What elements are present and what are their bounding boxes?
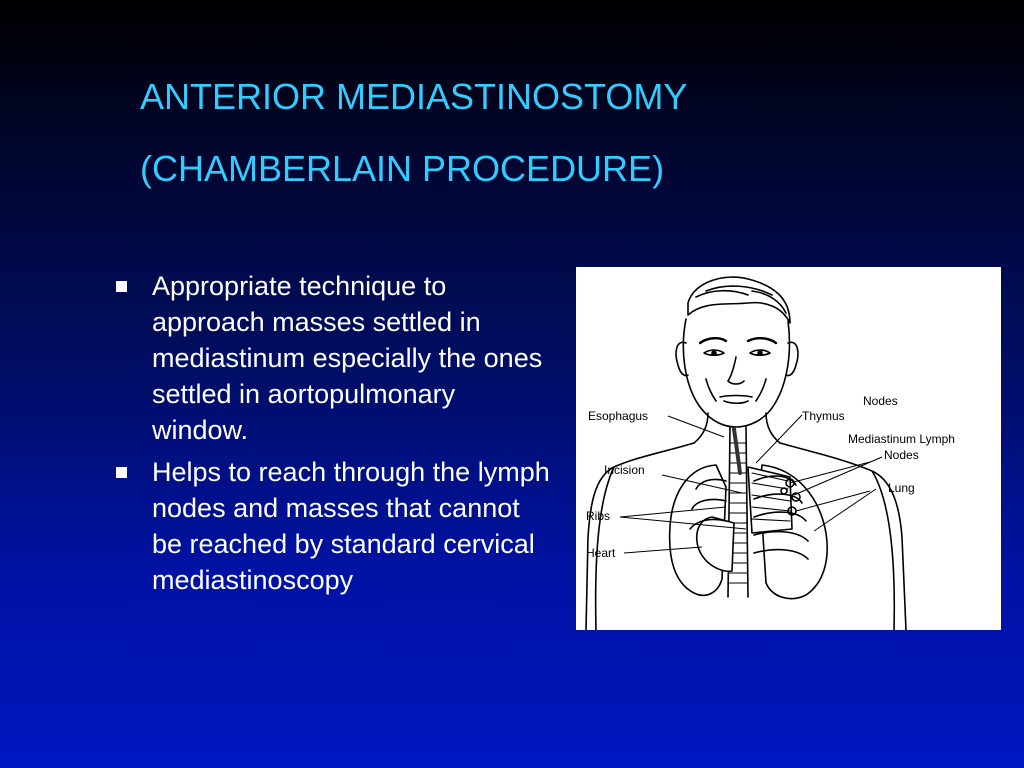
label-thymus: Thymus bbox=[802, 409, 845, 423]
bullet-item bbox=[112, 268, 552, 448]
label-incision: Incision bbox=[604, 463, 645, 477]
anatomy-illustration bbox=[576, 267, 1001, 630]
bullet-text: Helps to reach through the lymph nodes and masses that cannot be reached by standard cervical mediastinoscopy bbox=[152, 457, 550, 595]
label-ribs: Ribs bbox=[586, 509, 611, 523]
label-mediastinum-lymph: Mediastinum Lymph bbox=[848, 432, 955, 446]
anatomy-drawing bbox=[576, 267, 1001, 630]
bullet-list bbox=[112, 268, 552, 604]
label-esophagus: Esophagus bbox=[588, 409, 649, 423]
label-lung: Lung bbox=[888, 481, 915, 495]
label-heart: Heart bbox=[586, 546, 616, 560]
label-nodes-bottom: Nodes bbox=[884, 448, 919, 462]
label-nodes-top: Nodes bbox=[863, 394, 898, 408]
square-bullet-icon bbox=[116, 467, 127, 478]
bullet-text: Appropriate technique to approach masses settled in mediastinum especially the ones settled in aortopulmonary window. bbox=[152, 271, 543, 445]
slide-title-line-1: ANTERIOR MEDIASTINOSTOMY bbox=[140, 76, 688, 117]
square-bullet-icon bbox=[116, 281, 127, 292]
slide-title-line-2: (CHAMBERLAIN PROCEDURE) bbox=[140, 148, 665, 189]
bullet-item bbox=[112, 454, 552, 598]
